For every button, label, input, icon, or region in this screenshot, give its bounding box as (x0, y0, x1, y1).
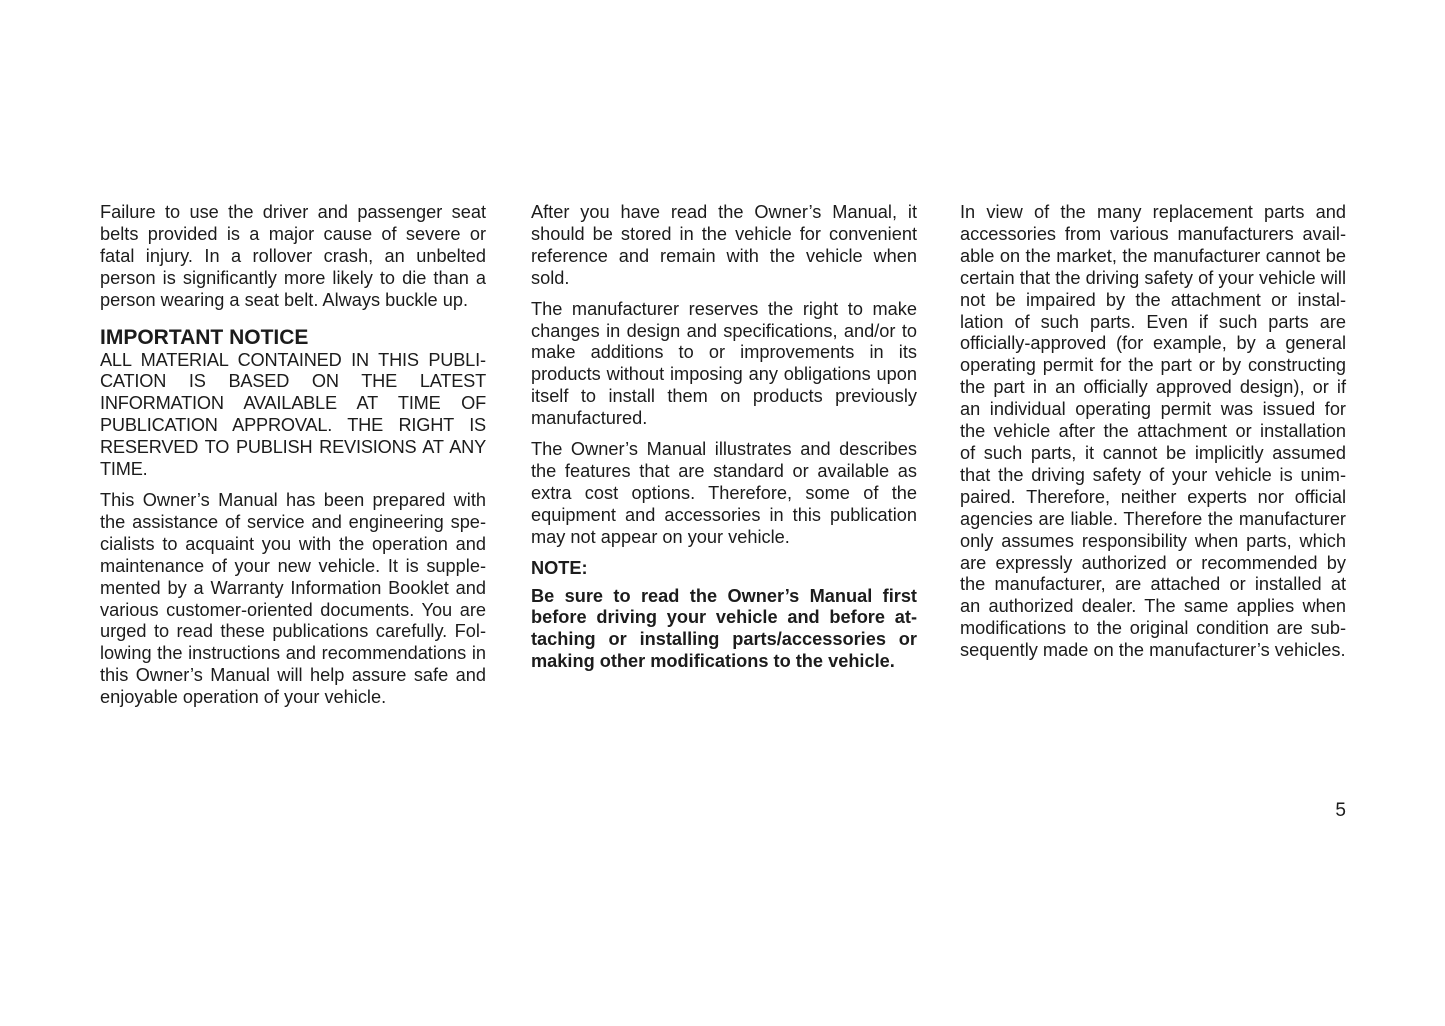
manual-storage-paragraph: After you have read the Owner’s Manual, it should be stored in the vehicle for convenient reference and remain with the vehicle when sold. (531, 202, 917, 288)
manual-purpose-paragraph: This Owner’s Manual has been prepared with the assistance of service and engineering specialists to acquaint you with the operation and maintenance of your new vehicle. It is supplemented by a Warranty Information Booklet and various customer-oriented documents. You are urged to read these publications carefully. Following the instructions and recommendations in this Owner’s Manual will help assure safe and enjoyable operation of your vehicle. (100, 489, 486, 708)
features-paragraph: The Owner’s Manual illustrates and describes the features that are standard or available as extra cost options. Therefore, some of the equipment and accessories in this publication may not appear on your vehicle. (531, 439, 917, 547)
important-notice-heading: IMPORTANT NOTICE (100, 325, 309, 349)
column-right (960, 202, 1346, 671)
column-middle (531, 202, 917, 673)
page-number: 5 (1335, 800, 1346, 821)
note-label: NOTE: (531, 557, 588, 578)
column-left (100, 202, 486, 718)
important-notice-text: ALL MATERIAL CONTAINED IN THIS PUBLICATION IS BASED ON THE LATEST INFORMATION AVAILABLE AT TIME OF PUBLICATION APPROVAL. THE RIGHT IS RESERVED TO PUBLISH REVISIONS AT ANY TIME. (100, 349, 486, 480)
seatbelt-warning-paragraph: Failure to use the driver and passenger seat belts provided is a major cause of severe or fatal injury. In a rollover crash, an unbelted person is significantly more likely to die than a person wearing a seat belt. Always buckle up. (100, 202, 486, 310)
replacement-parts-paragraph: In view of the many replacement parts and accessories from various manufacturers available on the market, the manufacturer cannot be certain that the driving safety of your vehicle will not be impaired by the attachment or installation of such parts. Even if such parts are officially-approved (for example, by a general operating permit for the part or by constructing the part in an officially approved design), or if an individual operating permit was issued for the vehicle after the attachment or installation of such parts, it cannot be implicitly assumed that the driving safety of your vehicle is unimpaired. Therefore, neither experts nor official agencies are liable. Therefore the manufacturer only assumes responsibility when parts, which are expressly authorized or recommended by the manufacturer, are attached or installed at an authorized dealer. The same applies when modifications to the original condition are subsequently made on the manufacturer’s vehicles. (960, 202, 1346, 661)
note-text: Be sure to read the Owner’s Manual first before driving your vehicle and before attaching or installing parts/accessories or making other modifications to the vehicle. (531, 585, 917, 672)
manufacturer-rights-paragraph: The manufacturer reserves the right to make changes in design and specifications, and/or to make additions to or improvements in its products without imposing any obligations upon itself to install them on products previously manufactured. (531, 298, 917, 429)
